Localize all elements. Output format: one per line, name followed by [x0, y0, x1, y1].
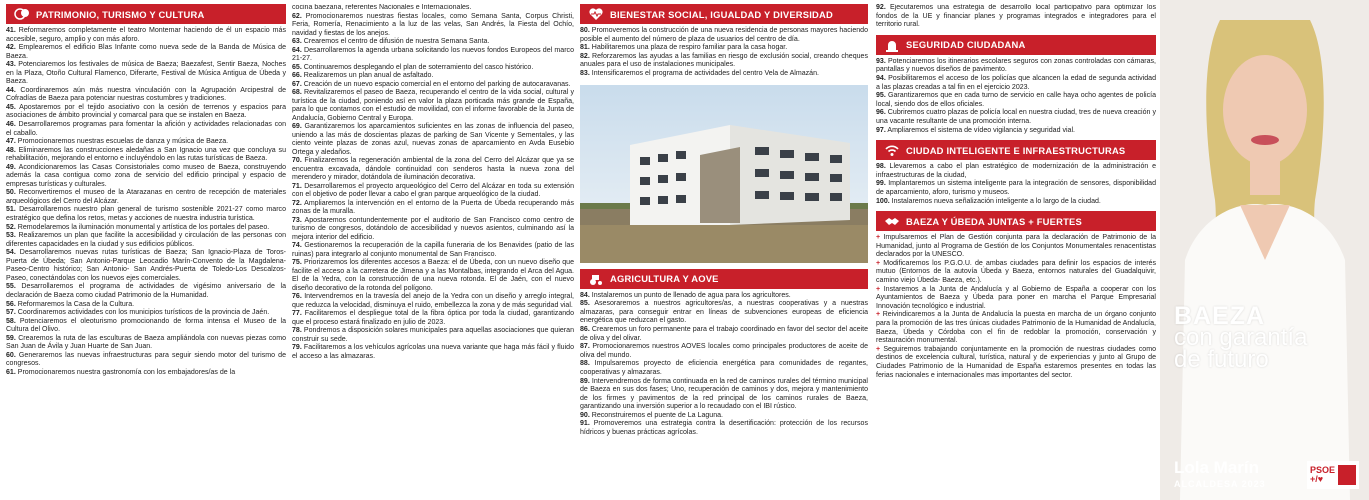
- proposal-list: [876, 4, 1156, 30]
- item-number: 52.: [6, 223, 16, 231]
- item-number: 53.: [6, 232, 16, 240]
- item-number: 68.: [292, 89, 302, 96]
- candidate-role: ALCALDESA 2023: [1174, 479, 1266, 489]
- cover-title-line2: con garantía: [1174, 324, 1308, 351]
- item-text: Crearemos la ruta de las esculturas de Baeza ampliándola con nuevas piezas como San Juan de Ávila y Juan Huarte de San Juan.: [6, 334, 286, 351]
- item-text: Impulsaremos el Plan de Gestión conjunta para la declaración de Patrimonio de la Humanidad, junto al Programa de Gestión de los Conjuntos Monumentales renacentistas declarados por la UNESCO.: [876, 234, 1156, 259]
- list-item: [6, 27, 286, 44]
- item-number: 65.: [292, 63, 302, 71]
- list-item: [580, 378, 868, 412]
- item-number: 85.: [580, 300, 590, 308]
- list-item: [6, 249, 286, 283]
- list-item: [292, 157, 574, 183]
- list-item: [6, 206, 286, 223]
- list-item: [580, 44, 868, 53]
- list-item: [6, 61, 286, 87]
- section-title: AGRICULTURA Y AOVE: [610, 273, 719, 285]
- list-item: [6, 318, 286, 335]
- list-item: [580, 412, 868, 421]
- item-number: 55.: [6, 283, 16, 291]
- list-item: [292, 183, 574, 200]
- item-text: Creación de un nuevo espacio comercial en el entorno del parking de autocaravanas.: [301, 80, 571, 88]
- proposal-list: [876, 163, 1156, 206]
- wifi-icon: [884, 143, 900, 157]
- list-item: [6, 335, 286, 352]
- item-number: 44.: [6, 86, 16, 94]
- list-item: [876, 346, 1156, 380]
- list-item: [292, 81, 574, 90]
- list-item: [6, 104, 286, 121]
- item-number: 86.: [580, 325, 590, 333]
- item-number: +: [876, 259, 881, 267]
- item-number: 42.: [6, 44, 16, 52]
- column-seguridad-ciudad: [876, 4, 1156, 498]
- proposal-list: [580, 27, 868, 79]
- list-item: [876, 109, 1156, 126]
- list-item: [876, 4, 1156, 30]
- item-text: Potenciaremos los itinerarios escolares seguros con zonas controladas con cámaras, pantallas y nuevos diseños de pavimento.: [876, 57, 1156, 74]
- list-item: [292, 217, 574, 243]
- item-text: Reconvertiremos el museo de la Atarazanas en centro de recepción de materiales arqueológicos del Cerro del Alcázar.: [6, 189, 286, 205]
- list-item: [876, 311, 1156, 345]
- list-item: [876, 286, 1156, 312]
- item-text: Realizaremos un plan anual de asfaltado.: [301, 72, 434, 79]
- list-item: [6, 369, 286, 378]
- heart-pulse-icon: [588, 7, 604, 21]
- cover-title-line3: de futuro: [1174, 346, 1269, 373]
- list-item: [580, 70, 868, 79]
- item-text: Realizaremos un plan que facilite la accesibilidad y circulación de las personas con diferentes capacidades en la ciudad y sus edificios públicos.: [6, 232, 286, 248]
- item-text: Instaremos a la Junta de Andalucía y al Gobierno de España a cooperar con los Ayuntamientos de Baeza y Úbeda para poner en marcha el Parque Empresarial Innovación tecnológico e industrial.: [876, 285, 1156, 310]
- section-title: PATRIMONIO, TURISMO Y CULTURA: [36, 8, 205, 20]
- item-text: Promocionaremos nuestras escuelas de danza y música de Baeza.: [15, 138, 229, 146]
- cover-title-line1: BAEZA: [1174, 302, 1266, 330]
- list-item: [876, 260, 1156, 286]
- item-number: 63.: [292, 38, 302, 45]
- list-item: [6, 44, 286, 61]
- list-item-continued: cocina baezana, referentes Nacionales e Internacionales.: [292, 4, 472, 11]
- item-number: 79.: [292, 344, 302, 351]
- item-text: Cubriremos cuatro plazas de policía local en nuestra ciudad, tres de nueva creación y una vacante resultante de una promoción interna.: [876, 109, 1156, 125]
- item-text: Crearemos el centro de difusión de nuestra Semana Santa.: [301, 38, 490, 45]
- proposal-list: [292, 4, 574, 361]
- item-text: Pondremos a disposición solares municipales para aquellas asociaciones que quieran construir su sede.: [292, 327, 574, 343]
- item-text: Gestionaremos la recuperación de la capilla funeraria de los Benavides (patio de las ruinas) para integrarlo al conjunto monumental de San Francisco.: [292, 242, 574, 258]
- item-number: 88.: [580, 360, 590, 368]
- section-header-agricultura: [580, 269, 868, 289]
- list-item: [6, 138, 286, 147]
- item-number: 41.: [6, 27, 16, 34]
- item-number: 76.: [292, 293, 302, 300]
- item-text: Promocionaremos nuestra gastronomía con los embajadores/as de la: [15, 368, 236, 376]
- item-text: Seguiremos trabajando conjuntamente en la promoción de nuestras ciudades como destinos de excelencia cultural, turística, natural y de experiencias y junto al Grupo de Ciudades Patrimonio de la Humanidad de España estaremos presentes en todas las ferias nacionales e internacionales mas importantes del sector.: [876, 345, 1156, 379]
- section-title: SEGURIDAD CIUDADANA: [906, 39, 1026, 51]
- item-number: 91.: [580, 420, 590, 428]
- item-text: Promoveremos la construcción de una nueva residencia de personas mayores haciendo posible el aumento del número de plaza de usuarios del centro de día.: [580, 27, 868, 43]
- candidate-portrait: [1160, 0, 1369, 500]
- list-item: [6, 232, 286, 249]
- list-item: [292, 344, 574, 361]
- item-text: Reformaremos completamente el teatro Montemar haciendo de él un espacio más accesible, seguro, amplio y con más aforo.: [6, 27, 286, 43]
- proposal-list: [876, 234, 1156, 380]
- section-header-seguridad: [876, 35, 1156, 55]
- list-item: [292, 293, 574, 310]
- item-text: Garantizaremos que en cada turno de servicio en calle haya ocho agentes de policía local, siendo dos de ellos oficiales.: [876, 92, 1156, 108]
- police-siren-icon: [884, 38, 900, 52]
- item-text: Impulsaremos proyecto de eficiencia energética para comunidades de regantes, cooperativas y almazaras.: [580, 360, 868, 376]
- list-item: [580, 53, 868, 70]
- item-text: Implantaremos un sistema inteligente para la integración de sensores, disponibilidad de aparcamiento, aforo, turismo y museos.: [876, 180, 1156, 196]
- item-number: 69.: [292, 123, 302, 130]
- item-text: Intervendremos en la travesía del anejo de la Yedra con un diseño y arreglo integral, que reduzca la velocidad, disminuya el ruido, embellezca la zona y de más seguridad vial.: [292, 293, 574, 309]
- list-item: [292, 327, 574, 344]
- item-number: 61.: [6, 368, 16, 376]
- list-item: [292, 47, 574, 64]
- section-title: BIENESTAR SOCIAL, IGUALDAD Y DIVERSIDAD: [610, 8, 833, 20]
- item-text: Ampliaremos la intervención en el entorno de la Puerta de Úbeda recuperando más zonas de la muralla.: [292, 199, 574, 215]
- item-text: Reformaremos la Casa de la Cultura.: [15, 300, 135, 308]
- item-text: Potenciaremos el oleoturismo promocionando de forma intensa el Museo de la Cultura del Olivo.: [6, 317, 286, 334]
- list-item: [6, 121, 286, 138]
- item-number: 70.: [292, 157, 302, 164]
- item-number: +: [876, 345, 881, 353]
- item-text: Reforzaremos las ayudas a las familias en riesgo de exclusión social, creando cheques anuales para el uso de instalaciones municipales.: [580, 52, 868, 69]
- item-text: Intensificaremos el programa de actividades del centro Vela de Almazán.: [589, 69, 819, 77]
- item-number: 77.: [292, 310, 302, 317]
- list-item: [6, 283, 286, 300]
- list-item: [292, 200, 574, 217]
- item-text: Ejecutaremos una estrategia de desarrollo local participativo para optimizar los fondos de la UE y financiar planes y programas integrados e integradores para el territorio rural.: [876, 4, 1156, 29]
- item-number: 75.: [292, 259, 302, 266]
- party-logo: [1307, 461, 1359, 489]
- item-text: Revitalizaremos el paseo de Baeza, recuperando el centro de la vida social, cultural y turística de la ciudad, poniendo así en valor la plaza porticada más grande de España, para lo que contamos con el estudio de movilidad, con el informe favorable de la Junta de Andalucía, Gobierno Central y Europa.: [292, 89, 574, 122]
- item-text: Finalizaremos la regeneración ambiental de la zona del Cerro del Alcázar que ya se encuentra excavada, dándole continuidad con senderos hasta la nueva zona del merendero y mirador, dotándola de iluminación decorativa.: [292, 157, 574, 181]
- item-text: Instalaremos un punto de llenado de agua para los agricultores.: [589, 291, 791, 299]
- item-number: +: [876, 285, 881, 293]
- item-number: 57.: [6, 309, 16, 317]
- list-item: [876, 127, 1156, 136]
- item-number: 73.: [292, 216, 302, 224]
- item-number: 83.: [580, 69, 590, 77]
- item-number: 92.: [876, 4, 886, 11]
- item-number: 59.: [6, 334, 16, 342]
- item-text: Desarrollaremos el programa de actividades de vigésimo aniversario de la declaración de Baeza como ciudad Patrimonio de la Humanidad.: [6, 283, 286, 299]
- item-text: Reivindicaremos a la Junta de Andalucía la puesta en marcha de un órgano conjunto para la promoción de las tres únicas ciudades Patrimonio de la Humanidad de Andalucía, Baeza, Úbeda y Córdoba con el fin de redoblar la promoción, conservación y restauración monumental.: [876, 311, 1156, 345]
- item-number: 56.: [6, 300, 16, 308]
- cover-title: [1174, 302, 1308, 373]
- proposal-list: [6, 27, 286, 377]
- portrait-illustration: [1160, 0, 1369, 500]
- list-item: [876, 163, 1156, 180]
- item-text: Promoveremos una estrategia contra la desertificación: protección de los recursos hídricos y buenas prácticas agrícolas.: [580, 420, 868, 437]
- handshake-icon: [884, 214, 900, 228]
- item-number: 48.: [6, 146, 16, 154]
- list-item: [292, 13, 574, 39]
- item-number: +: [876, 311, 881, 319]
- item-text: Promocionaremos nuestros AOVES locales como principales productores de aceite de oliva del mundo.: [580, 343, 868, 359]
- item-text: Facilitaremos el despliegue total de la fibra óptica por toda la ciudad, garantizando que el proceso estará finalizado en julio de 2023.: [292, 310, 574, 326]
- list-item: [6, 164, 286, 190]
- list-item: [6, 87, 286, 104]
- item-number: 82.: [580, 52, 590, 60]
- list-item: [876, 234, 1156, 260]
- list-item: [876, 58, 1156, 75]
- list-item: [292, 89, 574, 123]
- section-title: CIUDAD INTELIGENTE E INFRAESTRUCTURAS: [906, 144, 1126, 156]
- item-number: 80.: [580, 27, 590, 34]
- item-number: 47.: [6, 138, 16, 146]
- item-number: 45.: [6, 103, 16, 111]
- list-item: [580, 326, 868, 343]
- column-bienestar: [580, 4, 868, 498]
- item-text: Eliminaremos las construcciones aledañas a San Ignacio una vez que concluya su rehabilitación, mejorando el entorno e incluyéndolo en las rutas turísticas de Baeza.: [6, 146, 286, 163]
- item-number: 93.: [876, 57, 886, 65]
- item-number: 81.: [580, 44, 590, 52]
- item-number: 71.: [292, 182, 302, 190]
- item-number: 89.: [580, 377, 590, 385]
- item-text: Habilitaremos una plaza de respiro familiar para la casa hogar.: [589, 44, 788, 52]
- list-item: [292, 38, 574, 47]
- list-item: [6, 301, 286, 310]
- proposal-list: [580, 292, 868, 438]
- item-text: Desarrollaremos el proyecto arqueológico del Cerro del Alcázar en toda su extensión con el objetivo de poder llevar a cabo el gran parque arqueológico de la ciudad.: [292, 182, 574, 198]
- list-item: [876, 92, 1156, 109]
- item-text: Intervendremos de forma continuada en la red de caminos rurales del término municipal de Baeza en sus dos fases; Uno, recuperación de caminos y dos, mejora y mantenimiento de los firmes y pavimentos de la red principal de los caminos rurales de Baeza, garantizando una inversión superior a lo recaudado con el IBI rústico.: [580, 377, 868, 411]
- item-text: Priorizaremos los diferentes accesos a Baeza: el de Úbeda, con un nuevo diseño que facilite el acceso a la carretera de Jimena y a las Montalbas, integrando el Arca del Agua. El de la Yedra, con la construcción de una nueva rotonda. El de Jaén, con el nuevo diseño decorativo de la rotonda del polígono.: [292, 259, 574, 292]
- item-number: 90.: [580, 411, 590, 419]
- item-text: Continuaremos desplegando el plan de soterramiento del casco histórico.: [301, 63, 534, 71]
- item-text: Llevaremos a cabo el plan estratégico de modernización de la administración e infraestructuras de la ciudad,: [876, 163, 1156, 179]
- item-text: Crearemos un foro permanente para el trabajo coordinado en favor del sector del aceite de oliva y del olivar.: [580, 325, 868, 342]
- item-number: 64.: [292, 46, 302, 54]
- item-number: 98.: [876, 163, 886, 171]
- item-number: 87.: [580, 343, 590, 351]
- tractor-icon: [588, 272, 604, 286]
- item-text: Potenciaremos los festivales de música de Baeza; Baezafest, Sentir Baeza, Noches en la Plaza, Otoño Cultural Flamenco, Diferarte, Festival de Música Antigua de Úbeda y Baeza.: [6, 61, 286, 86]
- item-number: +: [876, 234, 881, 242]
- list-item: [580, 292, 868, 301]
- item-text: Acondicionaremos las Casas Consistoriales como museo de Baeza, construyendo además la casa contigua como zona de servicio del edificio principal y espacio de empresas turísticas y culturales.: [6, 163, 286, 188]
- list-item: [580, 420, 868, 437]
- section-header-ciudad: [876, 140, 1156, 160]
- section-title: BAEZA Y ÚBEDA JUNTAS + FUERTES: [906, 215, 1082, 227]
- list-item: [6, 309, 286, 318]
- building-illustration: [580, 85, 868, 263]
- item-number: 99.: [876, 180, 886, 188]
- item-text: Remodelaremos la iluminación monumental y artística de los portales del paseo.: [15, 223, 270, 231]
- proposal-list: [876, 58, 1156, 135]
- item-text: Asesoraremos a nuestros agricultores/as, a nuestras cooperativas y a nuestras almazaras, para conseguir entrar en líneas de subvenciones europeas de eficiencia energética que reduzcan el gasto.: [580, 300, 868, 325]
- item-text: Apostaremos contundentemente por el auditorio de San Francisco como centro de turismo de congresos, dotándolo de accesibilidad y nuevos asientos, culminando así la mejora interior del edificio.: [292, 216, 574, 241]
- item-text: Garantizaremos los aparcamientos suficientes en las zonas de influencia del paseo, uniendo a las más de doscientas plazas de parking de San Vicente y Sementales, y las ciento veinte plazas de zonas azul, nuevas zonas de aparcamiento en Avda Eusebio Ortega y aledaños.: [292, 123, 574, 156]
- item-text: Coordinaremos aún más nuestra vinculación con la Agrupación Arcipestral de Cofradías de Baeza para potenciar nuestras costumbres y tradiciones.: [6, 86, 286, 103]
- item-number: 58.: [6, 317, 16, 325]
- party-fist-rose-icon: [1338, 465, 1356, 485]
- list-item: [292, 310, 574, 327]
- item-text: Posibilitaremos el acceso de los policías que alcancen la edad de segunda actividad a las plazas creadas a tal fin en el ejercicio 2023.: [876, 74, 1156, 91]
- item-text: Desarrollaremos nuestro plan general de turismo sostenible 2021-27 como marco estratégico que defina los retos, metas y acciones de nuestra industria turística.: [6, 206, 286, 223]
- list-item: [580, 300, 868, 326]
- item-number: 96.: [876, 109, 886, 117]
- item-text: Desarrollaremos nuevas rutas turísticas de Baeza; San Ignacio-Plaza de Toros- Puerta de Úbeda; San Antonio-Parque Leocadio Marín-Convento de la Magdalena-Paseo-Centro histórico; San Antonio- San Andrés-Puerta de Toledo-Los Descalzos-Paseo, conectándolas con los nuevos ejes comerciales.: [6, 249, 286, 282]
- section-header-patrimonio: [6, 4, 286, 24]
- item-number: 100.: [876, 197, 890, 205]
- cover-panel: [1160, 0, 1369, 500]
- item-number: 50.: [6, 189, 16, 197]
- list-item: [6, 189, 286, 206]
- item-number: 74.: [292, 242, 302, 249]
- item-number: 62.: [292, 12, 302, 20]
- list-item: [580, 27, 868, 44]
- list-item: [6, 352, 286, 369]
- item-number: 60.: [6, 351, 16, 359]
- item-number: 84.: [580, 291, 590, 299]
- section-header-baeza-ubeda: [876, 211, 1156, 231]
- list-item: [6, 224, 286, 233]
- item-text: Coordinaremos actividades con los municipios turísticos de la provincia de Jaén.: [15, 309, 270, 317]
- list-item: [876, 180, 1156, 197]
- item-number: 94.: [876, 74, 886, 82]
- list-item: [580, 360, 868, 377]
- item-number: 46.: [6, 121, 16, 129]
- item-text: Apostaremos por el tejido asociativo con la cesión de terrenos y espacios para asociaciones de ámbito provincial y comarcal para que se instalen en Baeza.: [6, 103, 286, 120]
- residence-building-photo: [580, 85, 868, 263]
- list-item: [292, 64, 574, 73]
- item-text: Facilitaremos a los vehículos agrícolas una nueva variante que haga más fácil y fluido el acceso a las almazaras.: [292, 344, 574, 360]
- column-infraestructuras: [292, 4, 574, 498]
- item-text: Modificaremos los P.G.O.U. de ambas ciudades para definir los espacios de interés mutuo (Entornos de la autovía Úbeda y Baeza, entornos naturales del Guadalquivir, camino viejo Úbeda- Baeza, etc.).: [876, 259, 1156, 285]
- item-text: Ampliaremos el sistema de vídeo vigilancia y seguridad vial.: [885, 126, 1075, 134]
- list-item: [876, 198, 1156, 207]
- list-item: [292, 259, 574, 293]
- item-number: 95.: [876, 92, 886, 100]
- item-text: Reconstruiremos el puente de La Laguna.: [589, 411, 723, 419]
- item-text: Generaremos las nuevas infraestructuras para seguir siendo motor del turismo de congresos.: [6, 351, 286, 368]
- item-text: Emplearemos el edificio Blas Infante como nueva sede de la Banda de Música de Baeza.: [6, 44, 286, 60]
- item-number: 66.: [292, 72, 302, 79]
- theater-masks-icon: [14, 7, 30, 21]
- item-text: Instalaremos nueva señalización inteligente a lo largo de la ciudad.: [889, 197, 1101, 205]
- list-item: [6, 147, 286, 164]
- list-item: [292, 242, 574, 259]
- list-item: [876, 75, 1156, 92]
- item-number: 78.: [292, 327, 302, 334]
- list-item: [292, 123, 574, 157]
- list-item: [292, 72, 574, 81]
- item-number: 97.: [876, 126, 886, 134]
- item-text: Desarrollaremos programas para fomentar la afición y actividades relacionadas con el caballo.: [6, 121, 286, 137]
- candidate-name: Lola Marín: [1174, 458, 1260, 477]
- item-text: Promocionaremos nuestras fiestas locales, como Semana Santa, Corpus Christi, Feria, Romería, Renacimiento a la luz de las velas, San Andrés, la Fiesta del Ochío, navidad y fiestas de los anejos.: [292, 12, 574, 37]
- section-header-bienestar: [580, 4, 868, 24]
- item-text: Desarrollaremos la agenda urbana solicitando los nuevos fondos Europeos del marco 21-27.: [292, 46, 574, 62]
- item-number: 43.: [6, 61, 16, 69]
- logo-text: PSOE: [1310, 465, 1336, 475]
- item-number: 51.: [6, 206, 16, 214]
- item-number: 67.: [292, 80, 302, 88]
- logo-symbol: +/♥: [1310, 474, 1324, 484]
- item-number: 54.: [6, 249, 16, 257]
- column-patrimonio: [6, 4, 286, 498]
- item-number: 49.: [6, 163, 16, 171]
- list-item: [580, 343, 868, 360]
- item-number: 72.: [292, 199, 302, 207]
